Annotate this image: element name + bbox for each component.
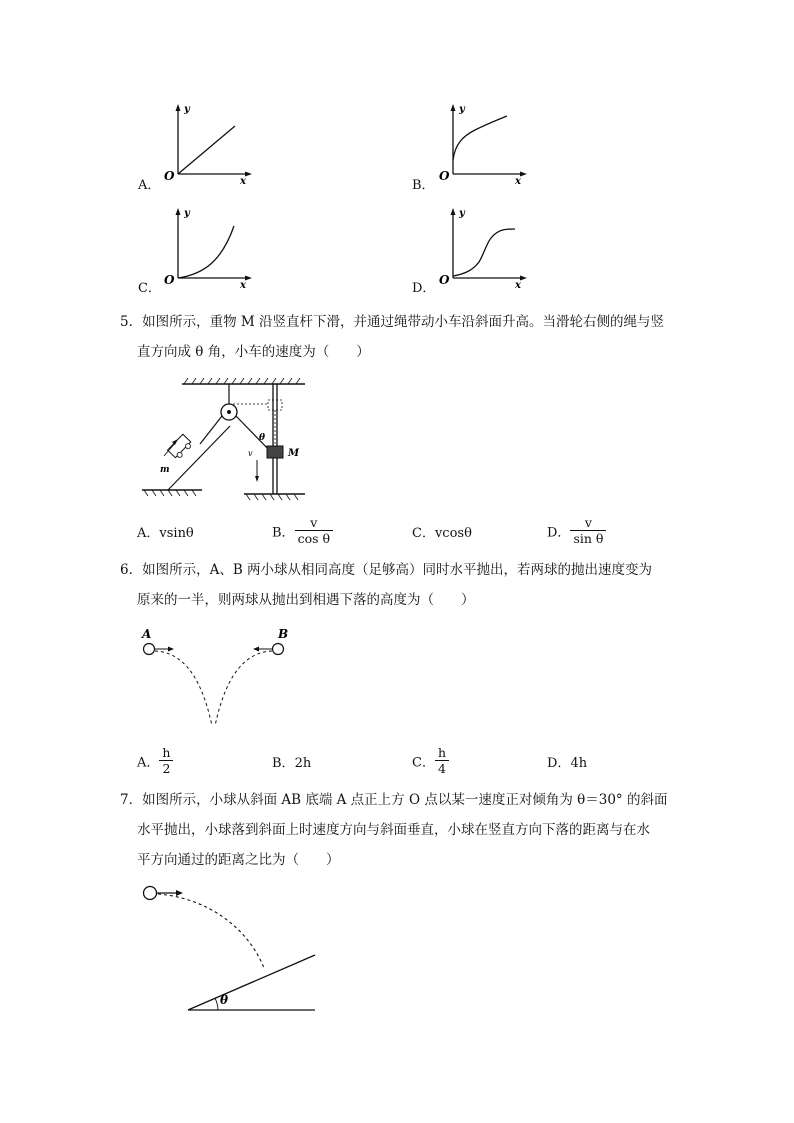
y-axis-label: y [184, 104, 190, 115]
x-axis-label: x [515, 176, 521, 187]
q5-option-c-text: vcosθ [434, 526, 472, 541]
y-axis-label: y [459, 208, 465, 219]
x-axis-label: x [240, 176, 246, 187]
q7-theta-label: θ [220, 993, 229, 1007]
q7-figure [138, 878, 323, 1018]
graph-b-plot [435, 100, 535, 190]
q6-option-a[interactable] [137, 746, 173, 776]
q6-option-a-label: A． [137, 755, 160, 771]
q6-option-b-text: 2h [294, 756, 312, 771]
q7-stem-line2: 水平抛出，小球落到斜面上时速度方向与斜面垂直，小球在竖直方向下落的距离与在水 [137, 822, 650, 838]
q6-ball-b-label: B [278, 627, 289, 641]
q5-option-b[interactable] [272, 516, 333, 546]
q5-figure [140, 376, 320, 501]
q5-option-a[interactable] [137, 522, 194, 541]
q6-option-d-text: 4h [570, 756, 588, 771]
q5-theta-label: θ [259, 433, 266, 443]
y-axis-label: y [184, 208, 190, 219]
y-axis-label: y [459, 104, 465, 115]
q6-option-c-label: C． [412, 755, 435, 771]
q6-figure [138, 624, 298, 734]
q6-option-c[interactable] [412, 746, 449, 776]
graph-d-curve [453, 229, 515, 276]
graph-d-plot [435, 204, 535, 294]
origin-label: O [439, 273, 450, 287]
x-axis-label: x [515, 280, 521, 291]
q5-option-c[interactable] [412, 522, 472, 541]
q5-option-d[interactable] [547, 516, 606, 546]
option-a-label: A． [138, 178, 161, 193]
q5-mass-label: M [288, 448, 300, 459]
x-axis-label: x [240, 280, 246, 291]
q5-option-b-fraction [295, 516, 333, 546]
graph-a-curve [178, 126, 235, 174]
graph-c-plot [160, 204, 260, 294]
denominator: cos θ [295, 530, 333, 546]
denominator: 2 [159, 760, 173, 776]
numerator: h [162, 745, 171, 760]
q5-option-b-label: B． [272, 525, 295, 541]
q7-stem-line3: 平方向通过的距离之比为（ ） [137, 852, 340, 868]
q6-option-d-label: D． [547, 756, 571, 771]
q6-stem-line1: 6．如图所示，A、B 两小球从相同高度（足够高）同时水平抛出，若两球的抛出速度变为 [120, 562, 653, 578]
option-b-label: B． [412, 178, 435, 193]
denominator: sin θ [570, 530, 606, 546]
q6-stem-line2: 原来的一半，则两球从抛出到相遇下落的高度为（ ） [137, 592, 475, 608]
q5-option-a-label: A． [137, 526, 160, 541]
q6-option-b[interactable] [272, 752, 311, 771]
q6-option-b-label: B． [272, 756, 295, 771]
graph-a-plot [160, 100, 260, 190]
q5-cart-label: m [160, 465, 170, 475]
numerator: v [310, 515, 318, 530]
q5-stem-line1: 5．如图所示，重物 M 沿竖直杆下滑，并通过绳带动小车沿斜面升高。当滑轮右侧的绳与竖 [120, 314, 664, 330]
q5-velocity-label: v [248, 449, 253, 458]
origin-label: O [164, 169, 175, 183]
origin-label: O [164, 273, 175, 287]
graph-b-curve [453, 116, 507, 160]
q6-option-c-fraction [435, 746, 449, 776]
numerator: v [584, 515, 592, 530]
q6-ball-a-label: A [142, 627, 152, 641]
q5-option-c-label: C． [412, 526, 435, 541]
q7-stem-line1: 7．如图所示，小球从斜面 AB 底端 A 点正上方 O 点以某一速度正对倾角为 θ＝30° 的斜面 [120, 792, 668, 808]
numerator: h [437, 745, 447, 760]
denominator: 4 [435, 760, 449, 776]
q5-option-a-text: vsinθ [159, 526, 194, 541]
q6-option-a-fraction [159, 746, 173, 776]
q5-option-d-fraction [570, 516, 606, 546]
option-c-label: C． [138, 281, 161, 296]
origin-label: O [439, 169, 450, 183]
q6-option-d[interactable] [547, 752, 587, 771]
option-d-label: D． [412, 281, 436, 296]
q5-stem-line2: 直方向成 θ 角，小车的速度为（ ） [137, 344, 370, 360]
graph-c-curve [178, 226, 234, 278]
q5-option-d-label: D． [547, 525, 571, 541]
